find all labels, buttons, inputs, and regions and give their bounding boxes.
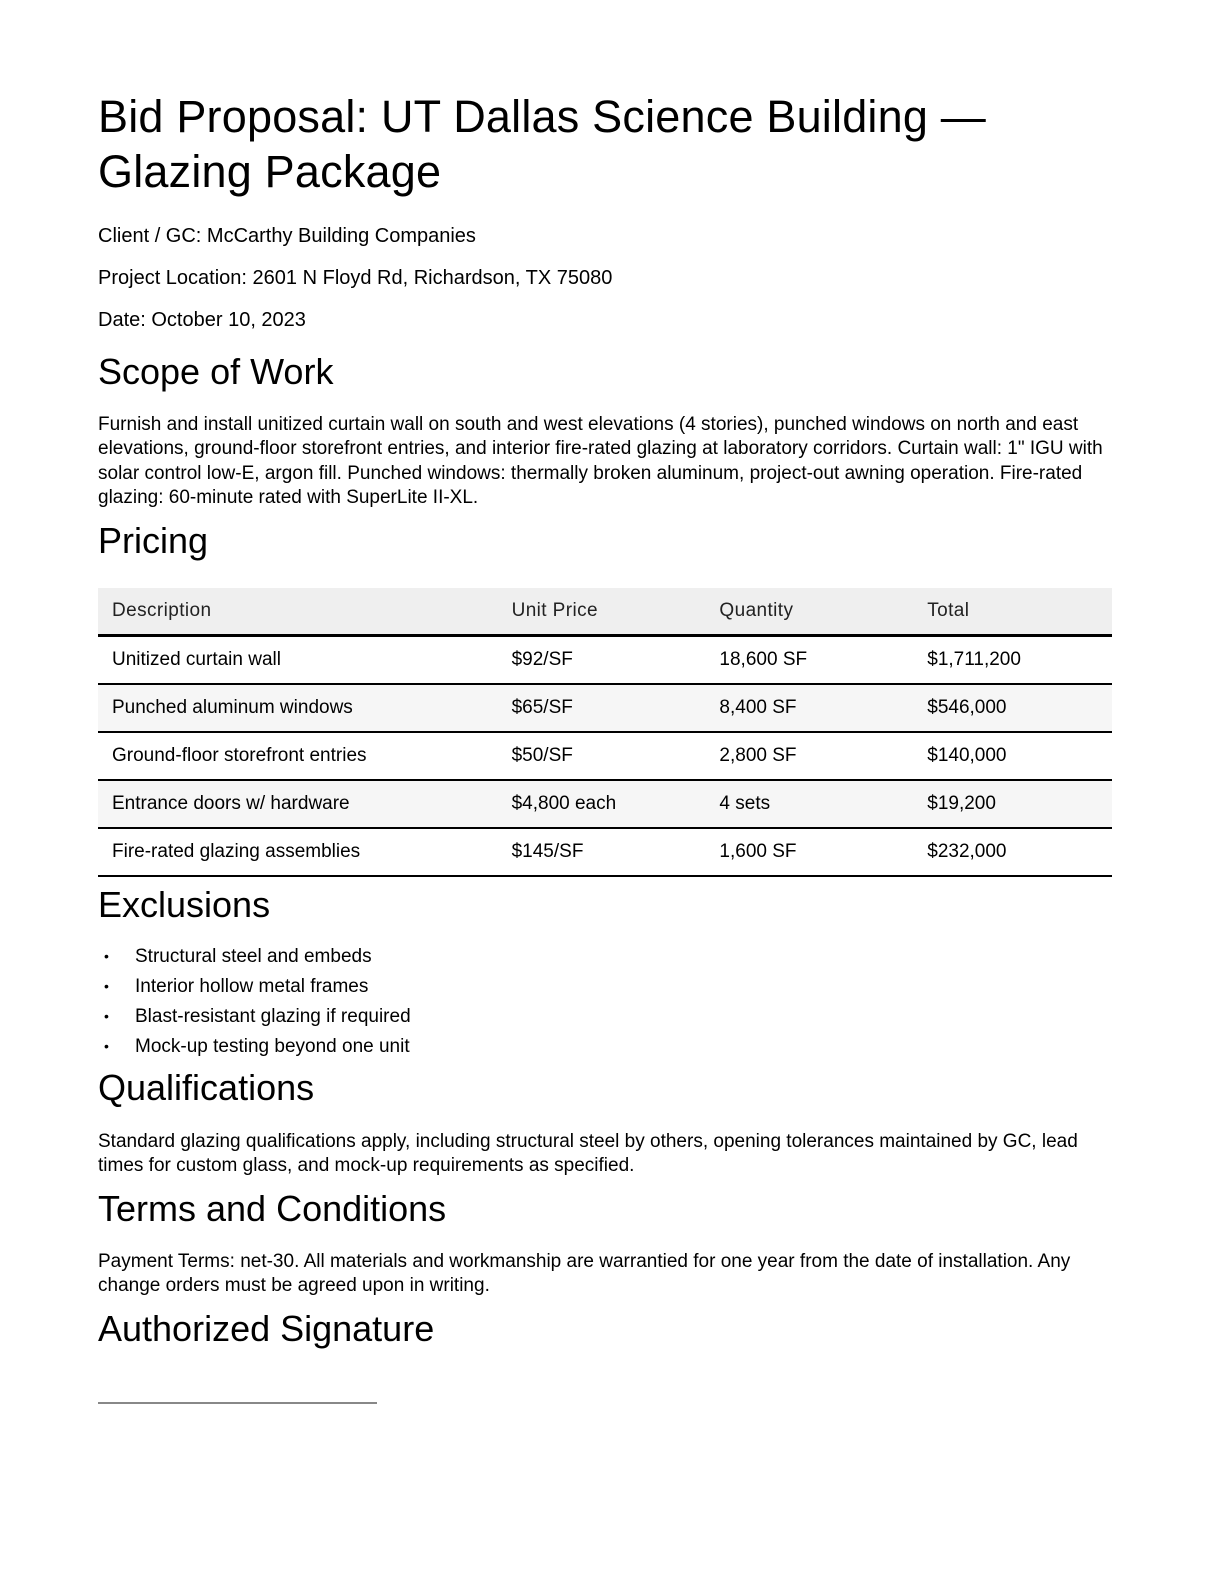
table-row	[98, 684, 1112, 732]
table-cell: Punched aluminum windows	[98, 684, 498, 732]
date-value: October 10, 2023	[151, 308, 306, 331]
column-header-total: Total	[913, 588, 1112, 636]
project-location-label: Project Location:	[98, 266, 247, 289]
client-value: McCarthy Building Companies	[206, 224, 476, 247]
project-location-line	[98, 266, 1112, 290]
list-item: • Interior hollow metal frames	[102, 976, 1112, 997]
table-cell: $546,000	[913, 684, 1112, 732]
column-header-quantity: Quantity	[705, 588, 913, 636]
table-row	[98, 636, 1112, 685]
column-header-description: Description	[98, 588, 498, 636]
client-line	[98, 224, 1112, 248]
table-cell: $145/SF	[498, 828, 706, 876]
table-cell: $4,800 each	[498, 780, 706, 828]
terms-text: Payment Terms: net-30. All materials and workmanship are warrantied for one year from the date of installation. Any change orders must be agreed upon in writing.	[98, 1250, 1071, 1297]
list-item: • Mock-up testing beyond one unit	[102, 1036, 1112, 1057]
table-header-row	[98, 588, 1112, 636]
table-cell: Ground-floor storefront entries	[98, 732, 498, 780]
scope-of-work-heading: Scope of Work	[98, 350, 334, 392]
table-row	[98, 732, 1112, 780]
table-cell: 18,600 SF	[705, 636, 913, 685]
exclusions-list	[98, 946, 1112, 1057]
page-title: Bid Proposal: UT Dallas Science Building — Glazing Package	[98, 91, 986, 197]
date-line	[98, 308, 1112, 332]
date-label: Date:	[98, 308, 146, 331]
terms-heading: Terms and Conditions	[98, 1187, 447, 1229]
table-cell: 2,800 SF	[705, 732, 913, 780]
table-cell: Entrance doors w/ hardware	[98, 780, 498, 828]
table-row	[98, 780, 1112, 828]
signature-line	[98, 1402, 377, 1404]
table-cell: $92/SF	[498, 636, 706, 685]
table-cell: Unitized curtain wall	[98, 636, 498, 685]
pricing-table-header	[98, 588, 1112, 636]
pricing-table-body	[98, 636, 1112, 877]
authorized-signature-heading: Authorized Signature	[98, 1307, 435, 1349]
client-label: Client / GC:	[98, 224, 202, 247]
table-cell: $140,000	[913, 732, 1112, 780]
column-header-unit-price: Unit Price	[498, 588, 706, 636]
qualifications-heading: Qualifications	[98, 1067, 315, 1109]
table-cell: 1,600 SF	[705, 828, 913, 876]
project-location-value: 2601 N Floyd Rd, Richardson, TX 75080	[252, 266, 613, 289]
table-cell: $1,711,200	[913, 636, 1112, 685]
exclusions-heading: Exclusions	[98, 884, 271, 926]
scope-of-work-text: Furnish and install unitized curtain wall on south and west elevations (4 stories), punched windows on north and east elevations, ground-floor storefront entries, and interior fire-rated glazing at laboratory corridors. Curtain wall: 1" IGU with solar control low-E, argon fill. Punched windows: thermally broken aluminum, project-out awning operation. Fire-rated glazing: 60-minute rated with SuperLite II-XL.	[98, 413, 1103, 509]
table-cell: Fire-rated glazing assemblies	[98, 828, 498, 876]
table-cell: 8,400 SF	[705, 684, 913, 732]
pricing-table	[98, 588, 1112, 877]
table-cell: $65/SF	[498, 684, 706, 732]
table-cell: $50/SF	[498, 732, 706, 780]
pricing-heading: Pricing	[98, 519, 209, 561]
table-cell: $19,200	[913, 780, 1112, 828]
table-cell: $232,000	[913, 828, 1112, 876]
table-cell: 4 sets	[705, 780, 913, 828]
table-row	[98, 828, 1112, 876]
list-item: • Structural steel and embeds	[102, 946, 1112, 967]
qualifications-text: Standard glazing qualifications apply, including structural steel by others, opening tolerances maintained by GC, lead times for custom glass, and mock-up requirements as specified.	[98, 1130, 1078, 1177]
list-item: • Blast-resistant glazing if required	[102, 1006, 1112, 1027]
